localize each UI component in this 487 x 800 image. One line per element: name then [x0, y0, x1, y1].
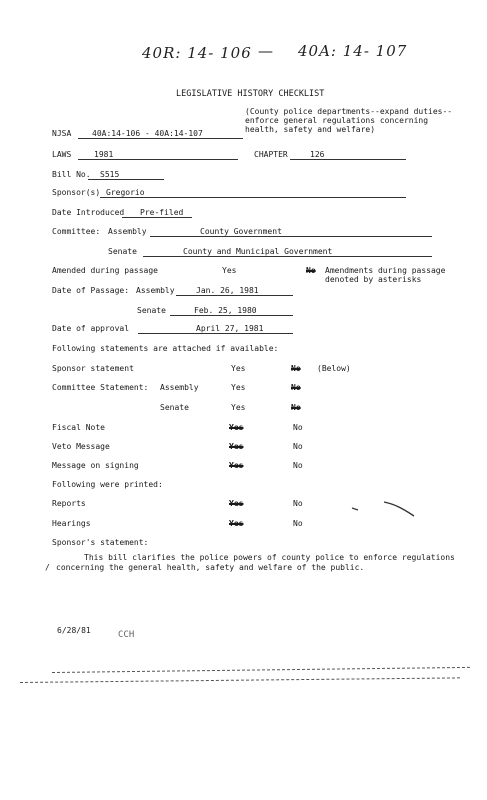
passage-assembly-value: Jan. 26, 1981 — [176, 286, 293, 296]
date-introduced-label: Date Introduced — [52, 208, 125, 217]
reports-label: Reports — [52, 499, 86, 508]
passage-senate-label: Senate — [137, 306, 166, 315]
chapter-label: CHAPTER — [254, 150, 288, 159]
chapter-value: 126 — [290, 150, 406, 160]
description-line-1: (County police departments--expand duties-- — [245, 107, 453, 116]
bill-description — [245, 107, 452, 134]
sponsors-statement-heading: Sponsor's statement: — [52, 538, 149, 547]
fiscal-note-no: No — [293, 423, 303, 432]
committee-statement-assembly-label: Assembly — [160, 383, 199, 392]
amended-no-struck: No — [306, 266, 316, 275]
njsa-value: 40A:14-106 - 40A:14-107 — [78, 129, 243, 139]
dashed-separator-lower — [20, 677, 460, 683]
hearings-label: Hearings — [52, 519, 91, 528]
sponsor-statement-text — [56, 553, 455, 573]
hearings-yes-struck: Yes — [229, 519, 244, 528]
amended-note-line-1: Amendments during passage — [325, 266, 446, 275]
passage-senate-value: Feb. 25, 1980 — [170, 306, 293, 316]
committee-statement-assembly-no-struck: No — [291, 383, 301, 392]
njsa-label: NJSA — [52, 129, 72, 138]
footer-date: 6/28/81 — [57, 626, 91, 635]
committee-statement-label: Committee Statement: — [52, 383, 149, 392]
committee-assembly-value: County Government — [150, 227, 432, 237]
description-line-3: health, safety and welfare) — [245, 125, 376, 134]
amended-note — [325, 266, 445, 284]
message-signing-label: Message on signing — [52, 461, 139, 470]
passage-label: Date of Passage: — [52, 286, 130, 295]
date-introduced-value: Pre-filed — [122, 208, 192, 218]
attached-heading: Following statements are attached if available: — [52, 344, 279, 353]
sponsor-statement-note: (Below) — [317, 364, 351, 373]
laws-label: LAWS — [52, 150, 72, 159]
fiscal-note-yes-struck: Yes — [229, 423, 244, 432]
committee-statement-assembly-yes: Yes — [231, 383, 246, 392]
amended-note-line-2: denoted by asterisks — [325, 275, 422, 284]
fiscal-note-label: Fiscal Note — [52, 423, 105, 432]
handwritten-citation-left: 40R: 14- 106 — [142, 44, 252, 62]
bill-no-value: S515 — [88, 170, 164, 180]
committee-label: Committee: — [52, 227, 101, 236]
message-signing-no: No — [293, 461, 303, 470]
committee-senate-label: Senate — [108, 247, 137, 256]
statement-line-1: This bill clarifies the police powers of county police to enforce regulations — [84, 553, 455, 562]
sponsor-statement-yes: Yes — [231, 364, 246, 373]
veto-message-yes-struck: Yes — [229, 442, 244, 451]
printed-heading: Following were printed: — [52, 480, 163, 489]
veto-message-no: No — [293, 442, 303, 451]
statement-line-2: concerning the general health, safety and welfare of the public. — [56, 563, 365, 572]
reports-yes-struck: Yes — [229, 499, 244, 508]
margin-tick-mark: / — [45, 563, 50, 572]
reports-no: No — [293, 499, 303, 508]
veto-message-label: Veto Message — [52, 442, 110, 451]
amended-label: Amended during passage — [52, 266, 158, 275]
committee-statement-senate-label: Senate — [160, 403, 189, 412]
sponsor-statement-no-struck: No — [291, 364, 301, 373]
sponsor-label: Sponsor(s) — [52, 188, 101, 197]
bill-no-label: Bill No. — [52, 170, 91, 179]
pen-scribble-mark — [350, 494, 420, 524]
committee-statement-senate-no-struck: No — [291, 403, 301, 412]
hearings-no: No — [293, 519, 303, 528]
passage-assembly-label: Assembly — [136, 286, 175, 295]
footer-stamp: CCH — [118, 630, 135, 640]
dashed-separator-upper — [52, 667, 470, 673]
page-title: LEGISLATIVE HISTORY CHECKLIST — [176, 89, 325, 99]
sponsor-value: Gregorio — [100, 188, 406, 198]
message-signing-yes-struck: Yes — [229, 461, 244, 470]
approval-value: April 27, 1981 — [138, 324, 293, 334]
approval-label: Date of approval — [52, 324, 130, 333]
amended-yes: Yes — [222, 266, 237, 275]
sponsor-statement-label: Sponsor statement — [52, 364, 134, 373]
laws-value: 1981 — [78, 150, 238, 160]
committee-senate-value: County and Municipal Government — [143, 247, 432, 257]
handwritten-citation-right: 40A: 14- 107 — [298, 42, 408, 60]
committee-assembly-label: Assembly — [108, 227, 147, 236]
description-line-2: enforce general regulations concerning — [245, 116, 429, 125]
committee-statement-senate-yes: Yes — [231, 403, 246, 412]
handwritten-dash: — — [258, 42, 274, 60]
